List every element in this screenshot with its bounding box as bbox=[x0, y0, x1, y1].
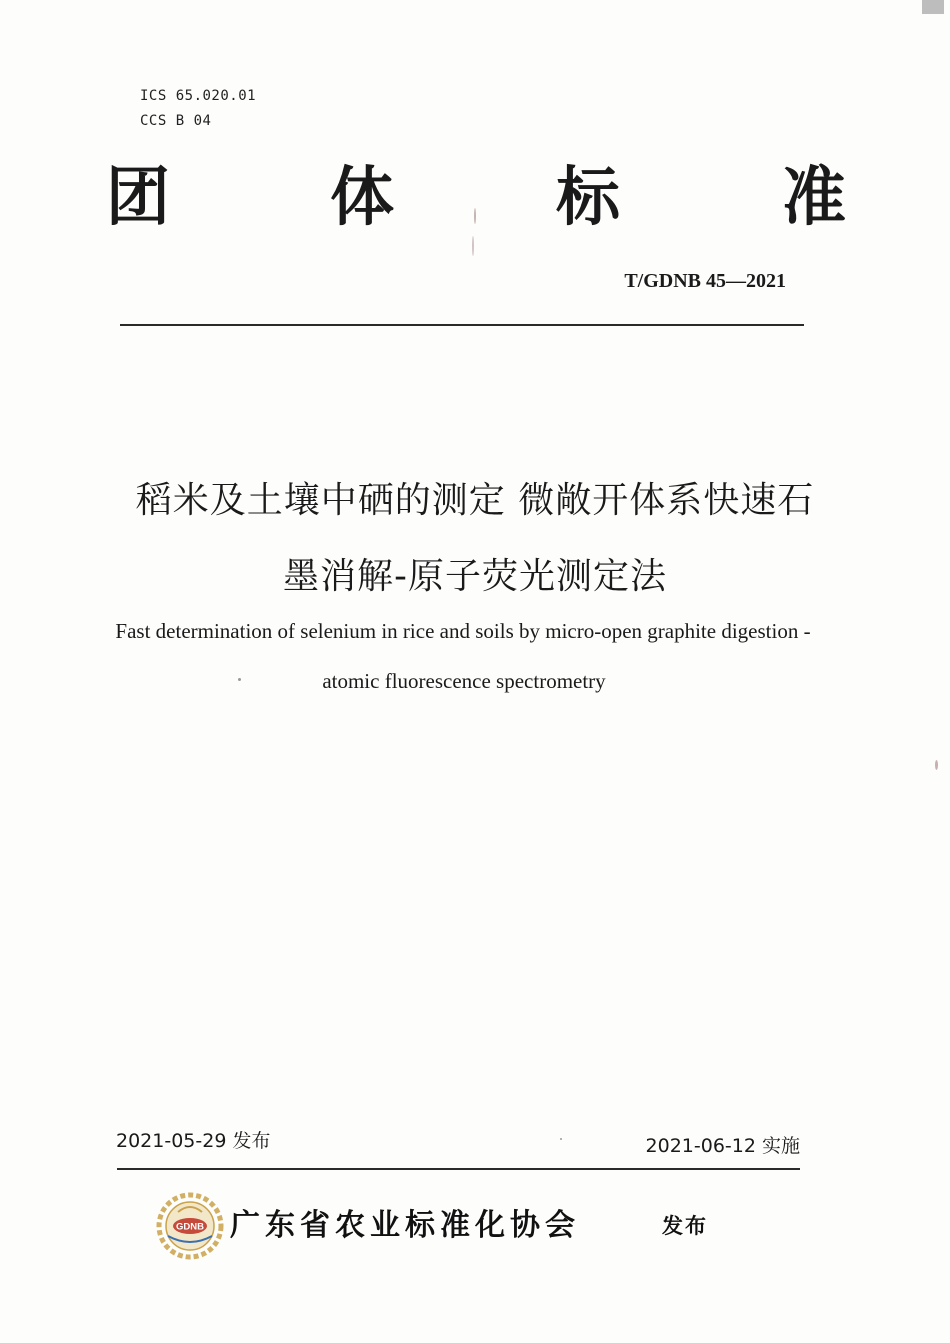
ccs-code: CCS B 04 bbox=[140, 113, 212, 129]
banner-char-4: 准 bbox=[782, 161, 846, 235]
banner-char-3: 标 bbox=[556, 161, 620, 235]
scan-speck bbox=[560, 1138, 562, 1140]
implementation-date: 2021-06-12 实施 bbox=[645, 1135, 800, 1157]
standard-number: T/GDNB 45—2021 bbox=[624, 270, 786, 292]
scan-speck bbox=[472, 236, 474, 256]
banner-char-2: 体 bbox=[330, 161, 394, 235]
bottom-divider bbox=[117, 1168, 800, 1170]
chinese-title-line-1: 稻米及土壤中硒的测定 微敞开体系快速石 bbox=[135, 480, 815, 521]
banner-char-1: 团 bbox=[106, 161, 170, 235]
classification-codes bbox=[140, 84, 256, 134]
english-title-line-2: atomic fluorescence spectrometry bbox=[322, 669, 606, 693]
publisher-name: 广东省农业标准化协会 bbox=[230, 1208, 580, 1243]
top-divider bbox=[120, 324, 804, 326]
chinese-title-line-2: 墨消解-原子荧光测定法 bbox=[283, 556, 667, 597]
scan-speck bbox=[238, 678, 241, 681]
publish-label: 发布 bbox=[662, 1213, 708, 1238]
issue-date: 2021-05-29 发布 bbox=[116, 1130, 271, 1152]
scan-corner-mark bbox=[922, 0, 944, 14]
ics-code: ICS 65.020.01 bbox=[140, 88, 257, 104]
gdnb-logo-icon bbox=[150, 1186, 230, 1266]
logo-text: GDNB bbox=[176, 1221, 204, 1233]
scan-speck bbox=[935, 760, 938, 770]
scan-speck bbox=[474, 208, 476, 224]
group-standard-banner bbox=[0, 158, 950, 238]
publisher-block bbox=[150, 1186, 850, 1266]
english-title-line-1: Fast determination of selenium in rice and soils by micro-open graphite digestion - bbox=[115, 619, 811, 643]
